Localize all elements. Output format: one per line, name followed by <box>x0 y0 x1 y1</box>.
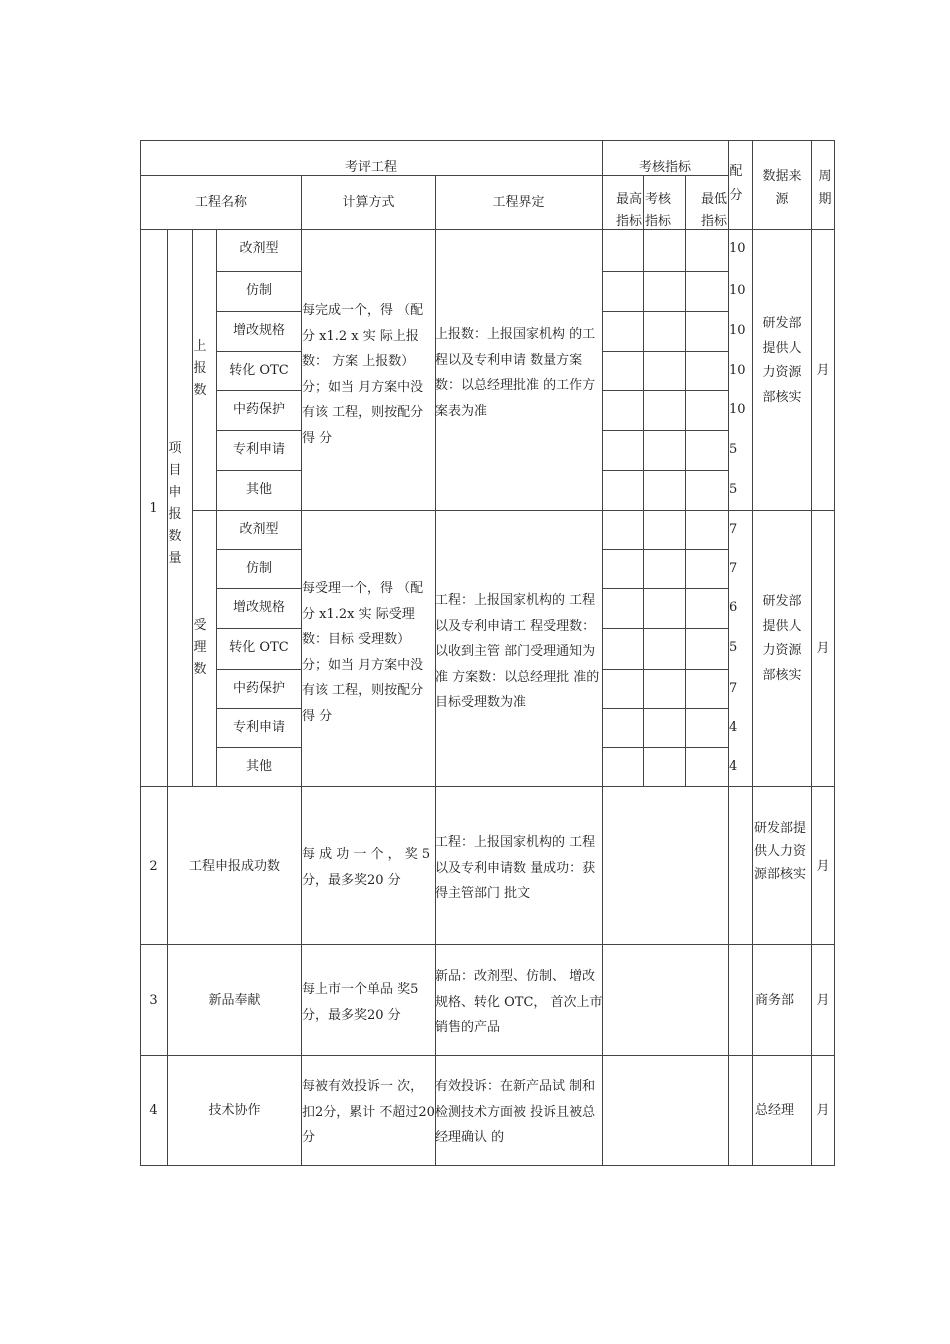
header-project-name: 工程名称 <box>194 195 247 210</box>
report-item-name: 仿制 <box>245 283 272 298</box>
grid-line <box>643 175 644 787</box>
accept-data-source: 研发部提供人力资源部核实 <box>762 594 802 683</box>
header-period: 周期 <box>818 169 832 207</box>
row4-number: 4 <box>149 1103 158 1118</box>
report-item-score: 5 <box>729 442 738 457</box>
accept-item-name: 仿制 <box>245 561 272 576</box>
grid-line <box>602 351 729 352</box>
grid-line <box>216 708 302 709</box>
row4-period: 月 <box>816 1103 830 1118</box>
accept-label: 受理数 <box>193 618 207 677</box>
row4-name: 技术协作 <box>208 1103 261 1118</box>
report-calc-method: 每完成一个，得 （配分 x1.2 x 实 际上报数： 方案 上报数）分；如当 月方案中没有该 工程，则按配分得 分 <box>302 303 424 446</box>
report-item-score: 10 <box>729 241 746 256</box>
accept-item-name: 专利申请 <box>232 720 285 735</box>
row3-name: 新品奉献 <box>208 993 261 1008</box>
header-data-source: 数据来源 <box>762 169 802 207</box>
grid-line <box>192 229 193 787</box>
grid-line <box>602 311 729 312</box>
grid-line <box>140 786 835 787</box>
grid-line <box>216 628 302 629</box>
grid-line <box>216 588 302 589</box>
grid-line <box>167 229 168 1166</box>
report-item-score: 10 <box>729 402 746 417</box>
accept-item-score: 7 <box>729 561 738 576</box>
accept-item-score: 7 <box>729 681 738 696</box>
grid-line <box>685 175 686 787</box>
report-data-source: 研发部提供人力资源部核实 <box>762 316 802 405</box>
accept-item-name: 中药保护 <box>232 681 285 696</box>
row2-number: 2 <box>149 859 158 874</box>
grid-line <box>602 271 729 272</box>
report-item-name: 转化 OTC <box>229 363 289 378</box>
accept-period: 月 <box>816 641 830 656</box>
row4-data-source: 总经理 <box>755 1103 795 1118</box>
grid-line <box>602 588 729 589</box>
accept-calc-method: 每受理一个，得 （配分 x1.2x 实 际受理数：目标 受理数）分；如当 月方案中没有该 工程，则按配分得 分 <box>302 581 424 724</box>
row2-definition: 工程：上报国家机构的 工程以及专利申请数 量成功：获得主管部门 批文 <box>435 835 596 901</box>
row3-definition: 新品：改剂型、仿制、 增改规格、转化 OTC， 首次上市销售的产品 <box>435 969 603 1035</box>
accept-item-score: 5 <box>729 640 738 655</box>
grid-line <box>216 549 302 550</box>
row3-calc-method: 每上市一个单品 奖5分，最多奖20 分 <box>302 982 419 1023</box>
header-assess-indicator: 考核指标 <box>644 192 671 229</box>
grid-line <box>602 628 729 629</box>
accept-item-name: 其他 <box>245 759 272 774</box>
grid-line <box>602 669 729 670</box>
row1-number: 1 <box>149 501 158 516</box>
report-item-name: 中药保护 <box>232 402 285 417</box>
row3-data-source: 商务部 <box>755 993 795 1008</box>
grid-line <box>602 708 729 709</box>
grid-line <box>216 229 217 787</box>
row4-calc-method: 每被有效投诉一 次，扣2分，累计 不超过20 分 <box>302 1079 435 1145</box>
report-item-name: 其他 <box>245 482 272 497</box>
grid-line <box>140 140 141 1166</box>
grid-line <box>140 229 835 230</box>
grid-line <box>140 1165 835 1166</box>
header-min-indicator: 最低指标 <box>700 192 727 229</box>
row2-period: 月 <box>816 859 830 874</box>
report-item-score: 5 <box>729 482 738 497</box>
grid-line <box>602 430 729 431</box>
row3-period: 月 <box>816 993 830 1008</box>
header-calc-method: 计算方式 <box>342 195 395 210</box>
report-definition: 上报数：上报国家机构 的工程以及专利申请 数量方案数：以总经理批准 的工作方案表为准 <box>435 327 596 419</box>
grid-line <box>216 311 302 312</box>
grid-line <box>216 669 302 670</box>
accept-item-name: 转化 OTC <box>229 640 289 655</box>
grid-line <box>140 944 835 945</box>
accept-item-score: 7 <box>729 522 738 537</box>
header-weight: 配分 <box>729 164 743 203</box>
grid-line <box>216 747 302 748</box>
report-period: 月 <box>816 363 830 378</box>
header-project-group: 考评工程 <box>344 160 397 175</box>
report-item-name: 专利申请 <box>232 442 285 457</box>
accept-item-score: 6 <box>729 600 738 615</box>
report-item-name: 改剂型 <box>239 241 279 256</box>
grid-line <box>834 140 835 1166</box>
grid-line <box>752 140 753 1166</box>
grid-line <box>192 510 835 511</box>
report-label: 上报数 <box>193 339 207 398</box>
accept-item-name: 增改规格 <box>232 600 285 615</box>
header-max-indicator: 最高指标 <box>615 192 642 229</box>
row4-definition: 有效投诉：在新产品试 制和检测技术方面被 投诉且被总经理确认 的 <box>435 1079 596 1145</box>
grid-line <box>602 549 729 550</box>
grid-line <box>602 747 729 748</box>
grid-line <box>216 470 302 471</box>
accept-item-score: 4 <box>729 720 738 735</box>
report-item-name: 增改规格 <box>232 323 285 338</box>
row2-calc-method: 每 成 功 一 个 ， 奖 5 分，最多奖20 分 <box>302 847 431 888</box>
header-project-definition: 工程界定 <box>492 195 545 210</box>
row3-number: 3 <box>149 993 158 1008</box>
grid-line <box>140 1055 835 1056</box>
grid-line <box>216 271 302 272</box>
report-item-score: 10 <box>729 283 746 298</box>
header-indicator-group: 考核指标 <box>638 160 691 175</box>
row2-data-source: 研发部提供人力资源部核实 <box>754 821 807 882</box>
grid-line <box>602 390 729 391</box>
accept-item-score: 4 <box>729 759 738 774</box>
report-item-score: 10 <box>729 363 746 378</box>
grid-line <box>216 351 302 352</box>
grid-line <box>140 140 835 141</box>
row2-name: 工程申报成功数 <box>188 859 280 874</box>
report-item-score: 10 <box>729 323 746 338</box>
accept-item-name: 改剂型 <box>239 522 279 537</box>
grid-line <box>602 470 729 471</box>
grid-line <box>216 390 302 391</box>
accept-definition: 工程：上报国家机构的 工程以及专利申请工 程受理数：以收到主管 部门受理通知为准 方案数：以总经理批 准的目标受理数为准 <box>435 593 600 710</box>
row1-category: 项目申报数量 <box>168 441 182 566</box>
grid-line <box>216 430 302 431</box>
